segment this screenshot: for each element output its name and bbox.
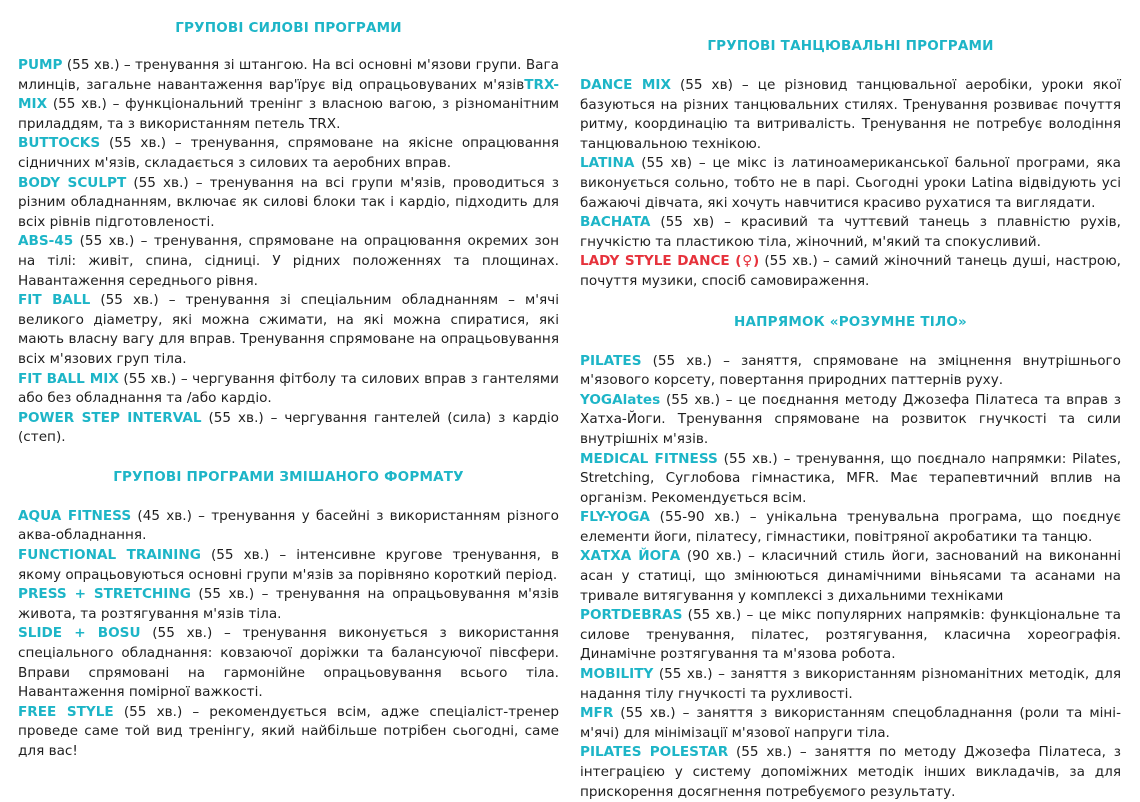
program-entry-bachata [580,213,1121,252]
program-entry-buttocks [18,134,559,173]
program-description: (55 хв.) – тренування, що поєднало напрямки: Pilates, Stretching, Суглобова гімнастика, MFR. Має терапевтичний вплив на організм. Рекомендується всім. [580,450,1122,506]
program-entry-lady-style-dance [580,252,1121,291]
program-entry-medical-fitness [580,450,1121,509]
program-description: (55-90 хв.) – унікальна тренувальна програма, що поєднує елементи йоги, пілатесу, гімнастики, повітряної акробатики та танцю. [580,509,1121,545]
program-description: (55 хв.) – заняття з використанням різноманітних методік, для надання тілу гнучкості та рухливості. [580,666,1121,702]
program-entry-abs-45 [18,232,559,291]
program-description: (55 хв.) – тренування зі штангою. На всі основні м'язови групи. Вага млинців, загальне навантаження вар'їрує від опрацьовуваних м'язів [18,57,559,93]
program-entry-dance-mix [580,76,1121,154]
program-name: SLIDE + BOSU [18,625,141,642]
program-description: (55 хв.) – самий жіночний танець душі, настрою, почуття музики, спосіб самовираження. [580,253,1121,289]
program-name: POWER STEP INTERVAL [18,409,202,426]
program-entry-pump [18,56,559,134]
program-description: (55 хв.) – тренування виконується з використання спеціального обладнання: ковзаючої доріжки та балансуючої півсфери. Вправи спрямовані на гармонійне опрацьовування всього тіла. Навантаження помірної важкості. [18,625,559,701]
program-entry-body-sculpt [18,174,559,233]
program-name: FIT BALL MIX [18,370,119,387]
mixed-list [18,507,559,762]
program-entry-functional-training [18,546,559,585]
program-name: FUNCTIONAL TRAINING [18,547,201,564]
program-entry-fly-yoga [580,508,1121,547]
strength-heading: ГРУПОВІ СИЛОВІ ПРОГРАМИ [175,20,402,36]
program-name: FIT BALL [18,292,91,309]
program-name: ХАТХА ЙОГА [580,548,681,565]
program-entry-mobility [580,665,1121,704]
program-description: (55 хв.) – заняття по методу Джозефа Пілатеса, з інтеграцією у систему допоміжних методік інших викладачів, за для прискорення досягнення потребуємого результату. [580,744,1121,800]
program-description: (55 хв.) – заняття з використанням спецобладнання (роли та міні-м'ячі) для мінімізації м'язової напруги тіла. [580,705,1121,741]
program-name: PILATES POLESTAR [580,744,729,761]
program-name: YOGAlates [580,391,661,408]
program-name: DANCE MIX [580,77,671,93]
program-name: ABS-45 [18,233,74,250]
program-description: (55 хв.) – функціональний тренінг з власною вагою, з різноманітним приладдям, та з використанням петель TRX. [18,96,559,132]
program-entry-fit-ball [18,291,559,369]
program-entry-pilates [580,352,1121,391]
program-name: BUTTOCKS [18,135,101,152]
program-name: LADY STYLE DANCE (♀) [580,253,760,270]
program-name: BODY SCULPT [18,174,127,191]
program-description: (90 хв.) – класичний стиль йоги, заснований на виконанні асан у статиці, що змінюються динамічними віньясами та асанами на тривале витягування у комплексі з дихальними техніками [580,548,1122,604]
program-description: (55 хв.) – це поєднання методу Джозефа Пілатеса та вправ з Хатха-Йоги. Тренування спрямоване на розвиток гнучкості та сили внутрішніх м'язів. [580,391,1121,447]
program-entry-free-style [18,703,559,762]
program-entry-power-step [18,409,559,448]
mindbody-list [580,352,1121,802]
program-description: (55 хв.) – це мікс популярних напрямків: функціональне та силове тренування, пілатес, розтягування, класична хореографія. Динамічне розтягування та м'язова робота. [580,607,1121,663]
program-name: PORTDEBRAS [580,607,683,624]
program-description: (55 хв.) – тренування на всі групи м'язів, проводиться з різним обладнанням, включає як силові блоки так і кардіо, підходить для всіх рівнів підготовленості. [18,174,559,230]
program-description: (55 хв.) – чергування гантелей (сила) з кардіо (степ). [18,409,559,446]
program-entry-pilates-polestar [580,743,1121,802]
program-description: (55 хв.) – тренування, спрямоване на опрацювання окремих зон на тілі: живіт, спина, сідниці. У рідних положеннях та площинах. Навантаження середнього рівня. [18,233,559,289]
program-description: (55 хв.) – заняття, спрямоване на зміцнення внутрішнього м'язового корсету, повертання природних паттернів руху. [580,352,1121,389]
program-description: (55 хв) – красивий та чуттєвий танець з плавністю рухів, гнучкістю та пластикою тіла, жіночний, м'який та спокусливий. [580,214,1121,250]
program-entry-hatha-yoga [580,547,1121,606]
program-entry-slide-bosu [18,624,559,702]
program-name: PUMP [18,57,63,73]
program-entry-latina [580,154,1121,213]
strength-list [18,56,559,448]
program-entry-mfr [580,704,1121,743]
right-column [580,0,1121,802]
program-name: PRESS + STRETCHING [18,586,191,603]
program-name: AQUA FITNESS [18,507,132,524]
left-column [18,0,559,762]
program-description: (55 хв.) – тренування зі спеціальним обладнанням – м'ячі великого діаметру, які можна сжимати, на які можна спиратися, які мають власну вагу для вправ. Тренування спрямоване на опрацьовування всіх м'язових груп тіла. [18,292,559,367]
program-description: (45 хв.) – тренування у басейні з використанням різного аква-обладнання. [18,507,560,544]
mixed-heading: ГРУПОВІ ПРОГРАМИ ЗМІШАНОГО ФОРМАТУ [113,468,464,485]
program-name: TRX-MIX [18,76,559,113]
program-name: MOBILITY [580,666,654,683]
mindbody-heading: НАПРЯМОК «РОЗУМНЕ ТІЛО» [734,313,967,330]
program-description: (55 хв.) – чергування фітболу та силових вправ з гантелями або без обладнання та /або кардіо. [18,370,559,407]
program-name: MEDICAL FITNESS [580,450,718,467]
program-entry-aqua-fitness [18,507,559,546]
dance-list [580,76,1121,292]
dance-heading: ГРУПОВІ ТАНЦЮВАЛЬНІ ПРОГРАМИ [707,38,994,54]
program-description: (55 хв.) – тренування на опрацьовування м'язів живота, та розтягування м'язів тіла. [18,586,560,622]
program-description: (55 хв) – це мікс із латиноамериканської бальної програми, яка виконується сольно, тобто не в парі. Сьогодні уроки Latina відвідують усі бажаючі дівчата, які хочуть навчитися красиво рухатися та виглядати. [580,155,1121,211]
program-description: (55 хв.) – рекомендується всім, адже спеціаліст-тренер проведе саме той вид тренінгу, який найбільше потрібен сьогодні, саме для вас! [18,703,559,759]
program-name: BACHATA [580,214,651,231]
program-description: (55 хв.) – тренування, спрямоване на якісне опрацювання сідничних м'язів, складається з силових та аеробних вправ. [18,135,559,171]
program-description: (55 хв) – це різновид танцювальної аеробіки, уроки якої базуються на різних танцювальних стилях. Тренування розвиває почуття ритму, координацію та витривалість. Тренування не потребує володіння танцювальною технікою. [580,77,1121,152]
program-entry-yogalates [580,391,1121,450]
program-entry-press-stretching [18,585,559,624]
program-entry-fit-ball-mix [18,370,559,409]
program-name: LATINA [580,155,635,172]
program-name: PILATES [580,352,642,369]
program-name: FREE STYLE [18,703,114,720]
program-entry-portdebras [580,606,1121,665]
program-description: (55 хв.) – інтенсивне кругове тренування, в якому опрацьовуються основні групи м'язів за порівняно короткий період. [18,547,559,583]
program-name: MFR [580,705,614,722]
program-name: FLY-YOGA [580,509,650,526]
